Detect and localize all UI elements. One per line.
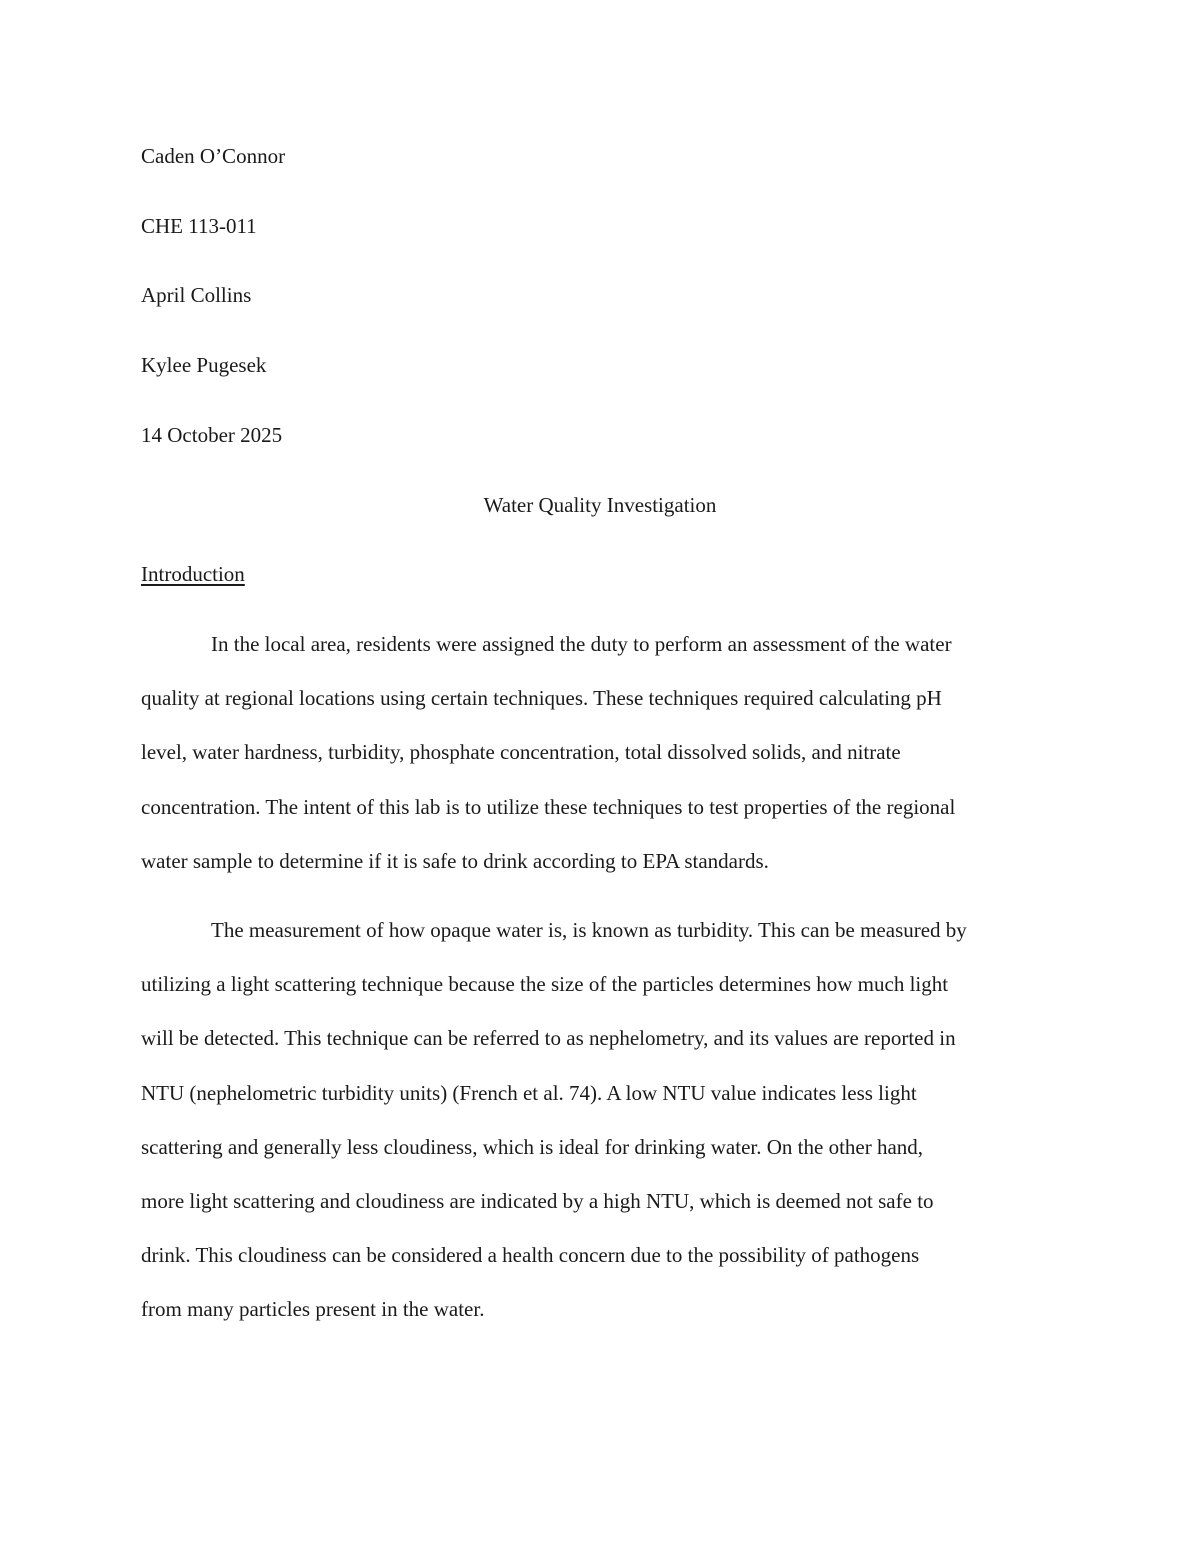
- section-heading-introduction: Introduction: [141, 562, 245, 586]
- document-title: Water Quality Investigation: [483, 493, 717, 517]
- author-name: Caden O’Connor: [141, 144, 286, 168]
- instructor-name: April Collins: [141, 283, 252, 307]
- partner-name: Kylee Pugesek: [141, 353, 267, 377]
- paragraph-line: NTU (nephelometric turbidity units) (French et al. 74). A low NTU value indicates less light: [141, 1081, 917, 1105]
- paragraph-line: concentration. The intent of this lab is to utilize these techniques to test properties of the regional: [141, 795, 956, 819]
- document-date: 14 October 2025: [141, 423, 283, 447]
- paragraph-line: In the local area, residents were assigned the duty to perform an assessment of the water: [211, 632, 952, 656]
- paragraph-line: scattering and generally less cloudiness, which is ideal for drinking water. On the other hand,: [141, 1135, 924, 1159]
- paragraph-line: from many particles present in the water.: [141, 1297, 485, 1321]
- paragraph-line: The measurement of how opaque water is, is known as turbidity. This can be measured by: [211, 918, 967, 942]
- paragraph-line: water sample to determine if it is safe to drink according to EPA standards.: [141, 849, 769, 873]
- paragraph-line: utilizing a light scattering technique because the size of the particles determines how much light: [141, 972, 949, 996]
- course-code: CHE 113-011: [141, 214, 257, 238]
- paragraph-line: drink. This cloudiness can be considered a health concern due to the possibility of pathogens: [141, 1243, 920, 1267]
- paragraph-line: quality at regional locations using certain techniques. These techniques required calculating pH: [141, 686, 942, 710]
- paragraph-line: will be detected. This technique can be referred to as nephelometry, and its values are reported in: [141, 1026, 956, 1050]
- paragraph-line: level, water hardness, turbidity, phosphate concentration, total dissolved solids, and nitrate: [141, 740, 901, 764]
- paragraph-line: more light scattering and cloudiness are indicated by a high NTU, which is deemed not safe to: [141, 1189, 934, 1213]
